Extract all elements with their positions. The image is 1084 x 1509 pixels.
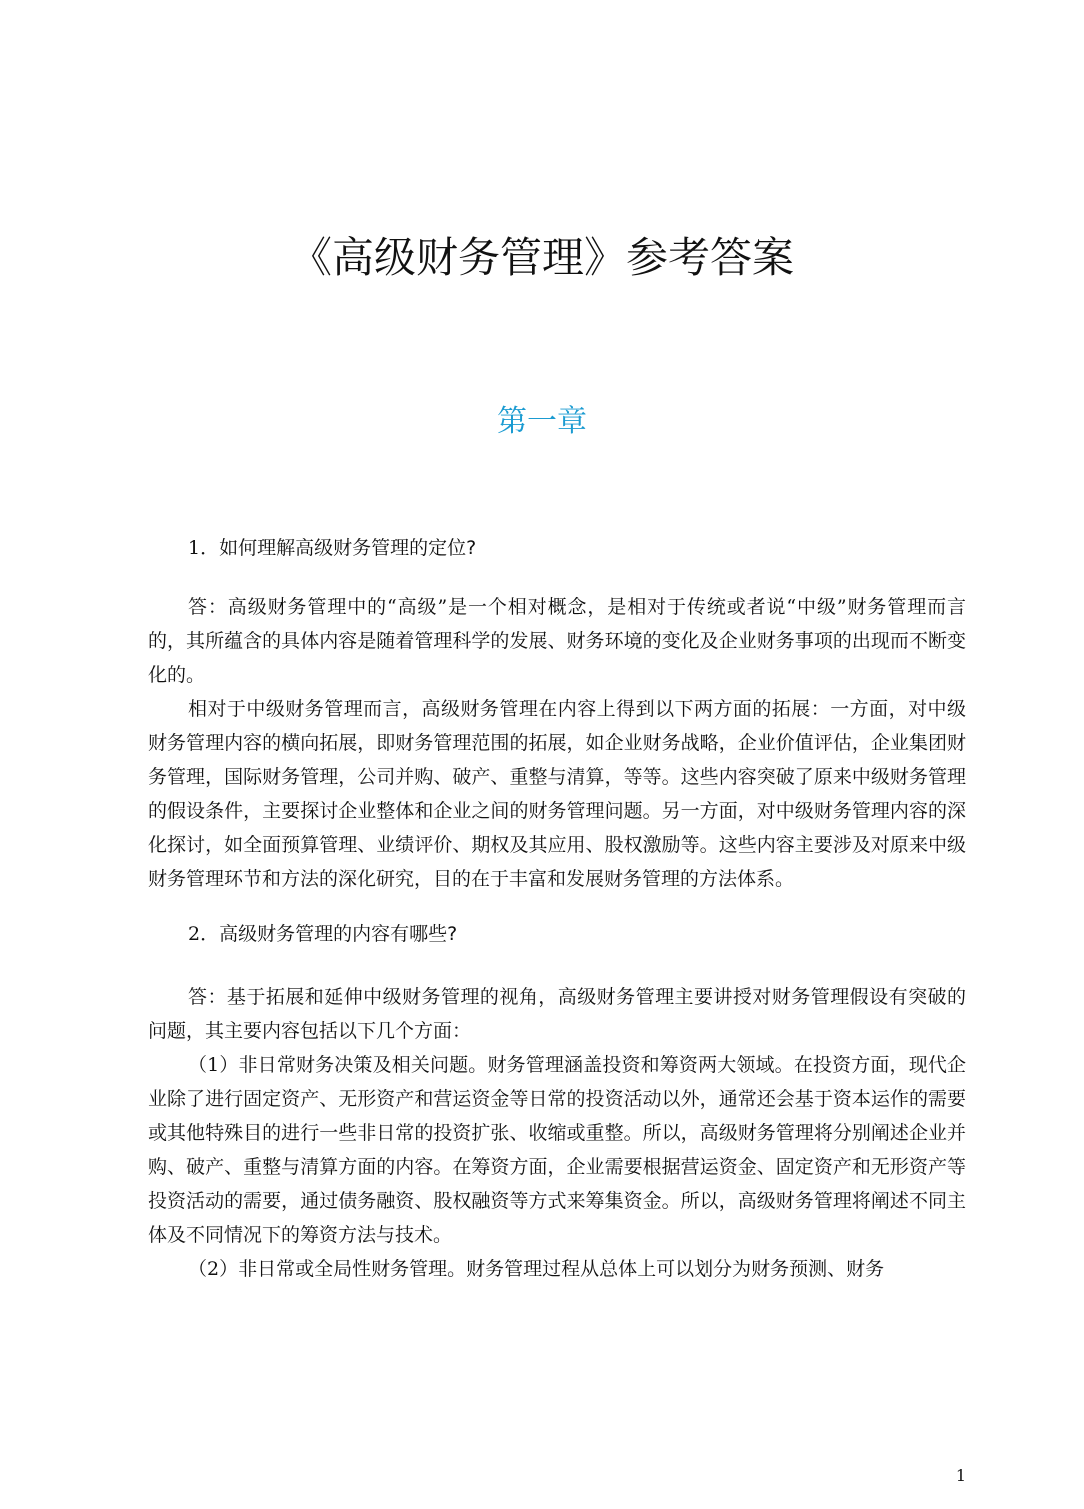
question-1-heading — [148, 530, 966, 566]
answer-2-paragraph-1: 答：基于拓展和延伸中级财务管理的视角，高级财务管理主要讲授对财务管理假设有突破的问题，其主要内容包括以下几个方面： — [148, 986, 966, 1042]
question-2-number: 2． — [188, 923, 220, 945]
page-number: 1 — [955, 1466, 966, 1485]
answer-1-paragraph-2: 相对于中级财务管理而言，高级财务管理在内容上得到以下两方面的拓展：一方面，对中级财务管理内容的横向拓展，即财务管理范围的拓展，如企业财务战略，企业价值评估，企业集团财务管理，国际财务管理，公司并购、破产、重整与清算，等等。这些内容突破了原来中级财务管理的假设条件，主要探讨企业整体和企业之间的财务管理问题。另一方面，对中级财务管理内容的深化探讨，如全面预算管理、业绩评价、期权及其应用、股权激励等。这些内容主要涉及对原来中级财务管理环节和方法的深化研究，目的在于丰富和发展财务管理的方法体系。 — [148, 698, 966, 890]
answer-1-paragraph-1: 答：高级财务管理中的“高级”是一个相对概念，是相对于传统或者说“中级”财务管理而言的，其所蕴含的具体内容是随着管理科学的发展、财务环境的变化及企业财务事项的出现而不断变化的。 — [148, 596, 966, 686]
question-2-heading — [148, 916, 966, 952]
answer-2-paragraph-3: （2）非日常或全局性财务管理。财务管理过程从总体上可以划分为财务预测、财务 — [188, 1258, 885, 1280]
document-title: 《高级财务管理》参考答案 — [289, 233, 794, 282]
question-1-number: 1． — [188, 537, 220, 559]
document-body — [148, 530, 966, 1286]
question-2-text: 高级财务管理的内容有哪些? — [219, 923, 458, 945]
chapter-heading: 第一章 — [497, 404, 587, 439]
question-1-text: 如何理解高级财务管理的定位? — [219, 537, 477, 559]
answer-2-paragraph-2: （1）非日常财务决策及相关问题。财务管理涵盖投资和筹资两大领域。在投资方面，现代企业除了进行固定资产、无形资产和营运资金等日常的投资活动以外，通常还会基于资本运作的需要或其他特殊目的进行一些非日常的投资扩张、收缩或重整。所以，高级财务管理将分别阐述企业并购、破产、重整与清算方面的内容。在筹资方面，企业需要根据营运资金、固定资产和无形资产等投资活动的需要，通过债务融资、股权融资等方式来筹集资金。所以，高级财务管理将阐述不同主体及不同情况下的筹资方法与技术。 — [148, 1054, 966, 1246]
